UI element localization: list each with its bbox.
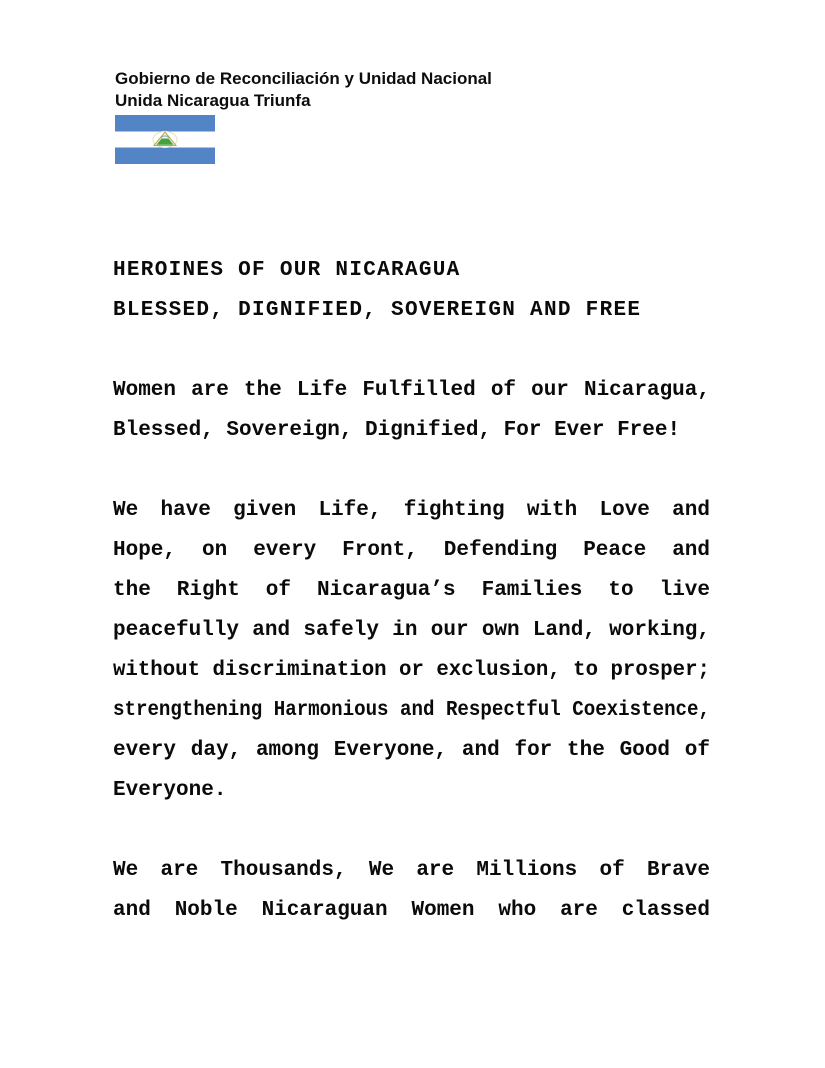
flag-bottom-stripe (115, 148, 215, 165)
paragraph-line: Blessed, Sovereign, Dignified, For Ever Free! (113, 419, 681, 442)
title-line-1: HEROINES OF OUR NICARAGUA (113, 259, 461, 282)
paragraph-line: We have given Life, fighting with Love and (113, 499, 710, 522)
paragraph-line: without discrimination or exclusion, to prosper; (113, 659, 710, 682)
paragraph-line: strengthening Harmonious and Respectful Coexistence, (113, 699, 710, 722)
paragraph-line: Women are the Life Fulfilled of our Nicaragua, (113, 379, 710, 402)
letterhead (115, 68, 492, 112)
paragraph-3 (113, 851, 710, 931)
paragraph-line: the Right of Nicaragua’s Families to live (113, 579, 710, 602)
letterhead-line-2: Unida Nicaragua Triunfa (115, 91, 311, 110)
paragraph-line: peacefully and safely in our own Land, working, (113, 619, 710, 642)
nicaragua-flag-image (115, 115, 215, 164)
flag-top-stripe (115, 115, 215, 132)
paragraph-2 (113, 491, 710, 811)
paragraph-line: every day, among Everyone, and for the Good of (113, 739, 710, 762)
document-body (113, 251, 710, 931)
paragraph-line: and Noble Nicaraguan Women who are classed (113, 899, 710, 922)
paragraph-1 (113, 371, 710, 451)
paragraph-line: Everyone. (113, 779, 227, 802)
title-line-2: BLESSED, DIGNIFIED, SOVEREIGN AND FREE (113, 299, 642, 322)
paragraph-line: Hope, on every Front, Defending Peace and (113, 539, 710, 562)
document-title (113, 251, 710, 331)
letterhead-line-1: Gobierno de Reconciliación y Unidad Nacional (115, 69, 492, 88)
paragraph-line: We are Thousands, We are Millions of Brave (113, 859, 710, 882)
nicaragua-flag (115, 115, 215, 164)
